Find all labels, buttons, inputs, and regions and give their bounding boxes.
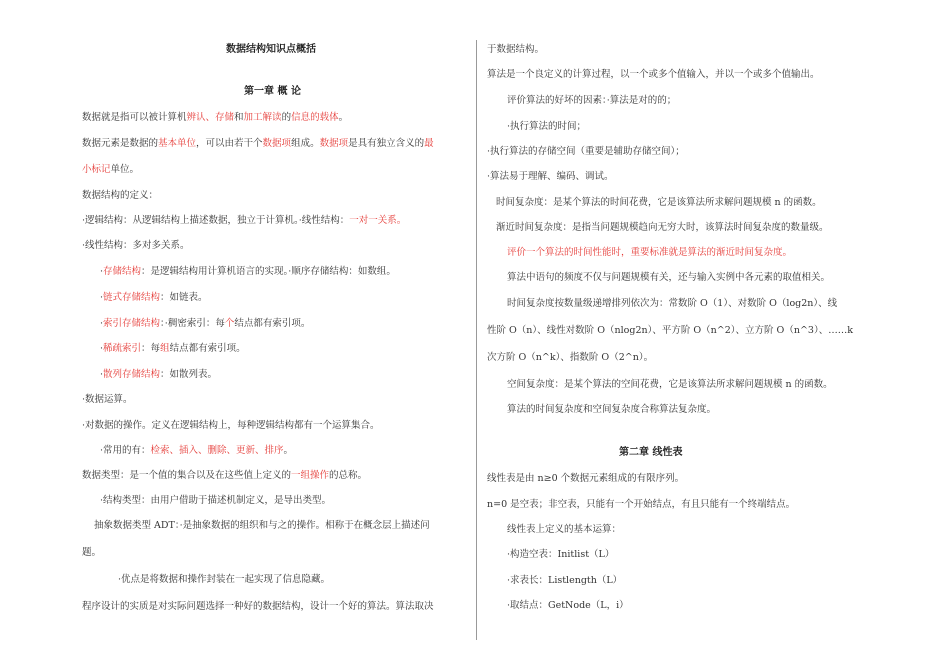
paragraph-key-standard: 评价一个算法的时间性能时，重要标准就是算法的渐近时间复杂度。 [507,247,793,258]
list-item-logical-structure: ·逻辑结构：从逻辑结构上描述数据，独立于计算机。·线性结构：一对一关系。 [82,215,407,226]
paragraph-complexity-order: 时间复杂度按数量级递增排列依次为：常数阶 O（1）、对数阶 O（log2n）、线 [507,298,838,309]
list-item-storage-space: ·执行算法的存储空间（重要是辅助存储空间）； [487,146,685,157]
chapter-2-heading: 第二章 线性表 [619,447,683,458]
list-item-initlist: ·构造空表：Initlist（L） [507,549,615,560]
paragraph-evaluation-factors: 评价算法的好坏的因素：·算法是对的的； [507,95,677,106]
list-item-execution-time: ·执行算法的时间； [507,121,587,132]
column-divider [476,40,477,640]
list-item-operation-definition: ·对数据的操作。定义在逻辑结构上，每种逻辑结构都有一个运算集合。 [82,420,380,431]
list-item-getnode: ·取结点：GetNode（L，i） [507,600,629,611]
list-item-storage-structure: ·存储结构：是逻辑结构用计算机语言的实现。·顺序存储结构：如数组。 [100,266,396,277]
paragraph-data-element-cont: 小标记单位。 [82,164,140,175]
list-item-data-operation: ·数据运算。 [82,394,133,405]
list-item-sparse-index: ·稀疏索引：每组结点都有索引项。 [100,343,246,354]
document-title: 数据结构知识点概括 [226,44,316,55]
paragraph-linear-list-definition: 线性表是由 n≥0 个数据元素组成的有限序列。 [487,473,685,484]
paragraph-asymptotic-complexity: 渐近时间复杂度：是指当问题规模趋向无穷大时，该算法时间复杂度的数量级。 [496,222,829,233]
paragraph-data-element: 数据元素是数据的基本单位，可以由若干个数据项组成。数据项是具有独立含义的最 [82,138,434,149]
list-item-easy-to-understand: ·算法易于理解、编码、调试。 [487,171,614,182]
paragraph-basic-operations: 线性表上定义的基本运算： [507,524,622,535]
paragraph-complexity-order-end: 次方阶 O（n^k）、指数阶 O（2^n）。 [487,352,654,363]
paragraph-adt-cont: 题。 [82,547,102,558]
paragraph-program-design: 程序设计的实质是对实际问题选择一种好的数据结构，设计一个好的算法。算法取决 [82,601,434,612]
list-item-index-storage: ·索引存储结构：·稠密索引：每个结点都有索引项。 [100,318,311,329]
paragraph-algorithm-complexity: 算法的时间复杂度和空间复杂度合称算法复杂度。 [507,404,717,415]
paragraph-statement-frequency: 算法中语句的频度不仅与问题规模有关，还与输入实例中各元素的取值相关。 [507,272,831,283]
list-item-common-operations: ·常用的有：检索、插入、删除、更新、排序。 [100,445,294,456]
paragraph-time-complexity: 时间复杂度：是某个算法的时间花费，它是该算法所求解问题规模 n 的函数。 [496,197,822,208]
paragraph-empty-list: n=0 是空表；非空表，只能有一个开始结点，有且只能有一个终端结点。 [487,499,796,510]
list-item-linked-storage: ·链式存储结构：如链表。 [100,292,208,303]
paragraph-algorithm-cont: 于数据结构。 [487,44,545,55]
list-item-linear-structure: ·线性结构：多对多关系。 [82,240,190,251]
paragraph-algorithm-definition: 算法是一个良定义的计算过程，以一个或多个值输入，并以一个或多个值输出。 [487,69,820,80]
paragraph-complexity-order-cont: 性阶 O（n）、线性对数阶 O（nlog2n）、平方阶 O（n^2）、立方阶 O（n^3）、……k [487,325,853,336]
paragraph-space-complexity: 空间复杂度：是某个算法的空间花费，它是该算法所求解问题规模 n 的函数。 [507,379,833,390]
paragraph-data-type: 数据类型：是一个值的集合以及在这些值上定义的一组操作的总称。 [82,470,368,481]
list-item-listlength: ·求表长：Listlength（L） [507,575,623,586]
paragraph-data-definition: 数据就是指可以被计算机辨认、存储和加工解读的信息的载体。 [82,112,349,123]
chapter-1-heading: 第一章 概 论 [244,86,301,97]
paragraph-structure-definition: 数据结构的定义： [82,190,159,201]
paragraph-adt: 抽象数据类型 ADT：·是抽象数据的组织和与之的操作。相称于在概念层上描述问 [94,520,430,531]
list-item-hash-storage: ·散列存储结构：如散列表。 [100,369,218,380]
list-item-structure-type: ·结构类型：由用户借助于描述机制定义，是导出类型。 [100,495,332,506]
list-item-adt-advantage: ·优点是将数据和操作封装在一起实现了信息隐藏。 [118,574,331,585]
